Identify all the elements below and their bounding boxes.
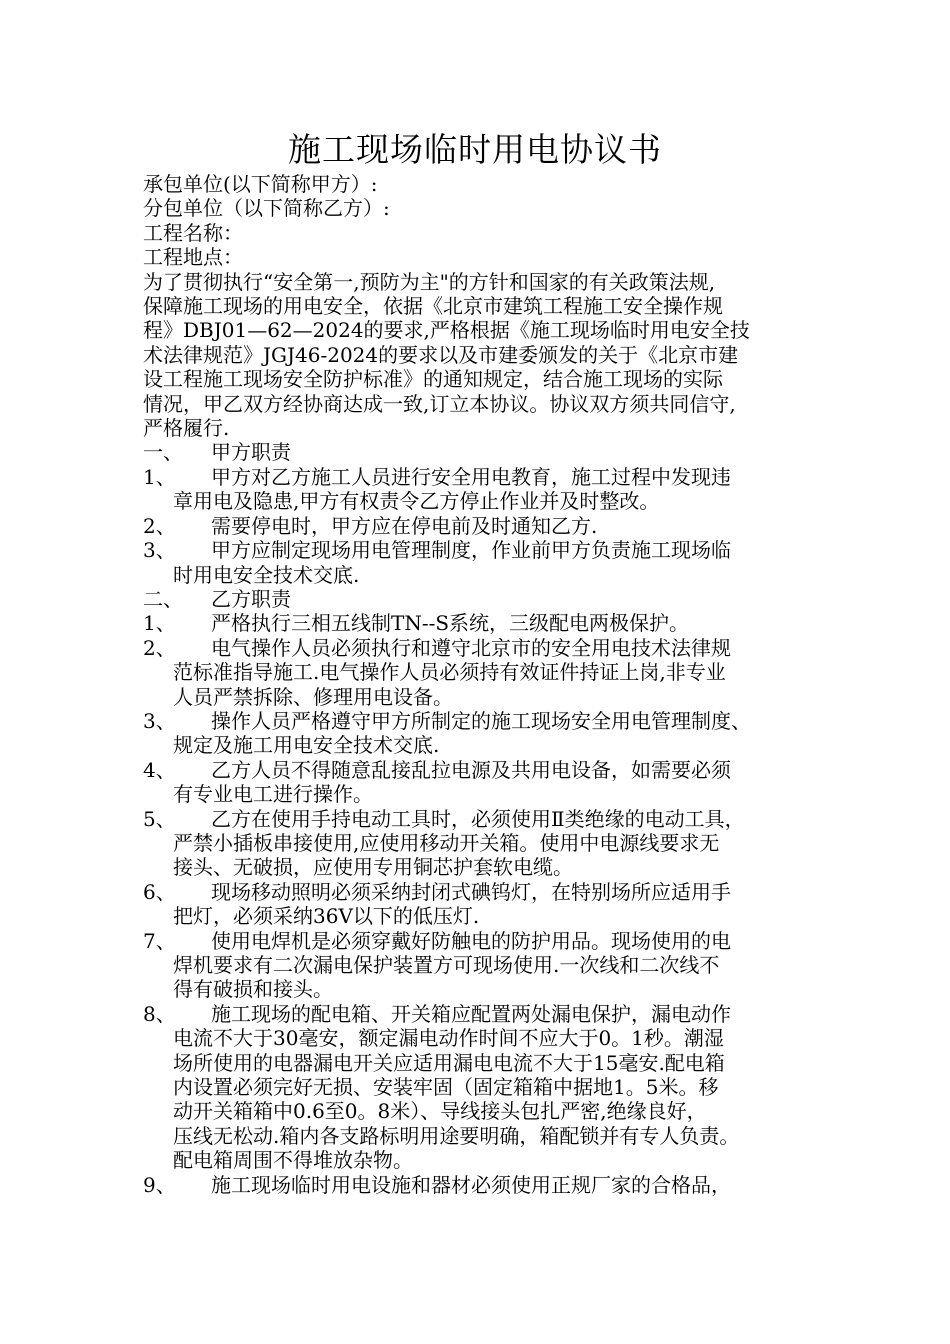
list-item: [143, 880, 828, 929]
header-fields: [143, 172, 828, 270]
item-line: 现场移动照明必须采纳封闭式碘钨灯，在特别场所应适用手: [211, 879, 731, 904]
item-line: 场所使用的电器漏电开关应适用漏电电流不大于15毫安.配电箱: [173, 1050, 725, 1075]
item-line: 接头、无破损，应使用专用铜芯护套软电缆。: [173, 855, 573, 880]
item-number: 7、: [143, 928, 176, 953]
item-line: 配电箱周围不得堆放杂物。: [173, 1148, 413, 1173]
item-line: 使用电焊机是必须穿戴好防触电的防护用品。现场使用的电: [211, 928, 731, 953]
list-item: [143, 538, 828, 587]
item-line: 动开关箱箱中0.6至0。8米）、导线接头包扎严密,绝缘良好，: [173, 1099, 707, 1124]
list-item: [143, 807, 828, 880]
item-number: 1、: [143, 611, 176, 636]
list-item: [143, 758, 828, 807]
item-number: 4、: [143, 757, 176, 782]
item-number: 5、: [143, 806, 176, 831]
section-number: 一、: [143, 440, 183, 465]
list-item: [143, 465, 828, 514]
item-line: 严格执行三相五线制TN--S系统，三级配电两极保护。: [211, 611, 690, 636]
party-b-duties-list: [143, 611, 828, 1197]
item-text: [173, 879, 828, 929]
party-a-duties-list: [143, 465, 828, 587]
intro-paragraph: [143, 270, 828, 441]
section-heading-party-a: [143, 440, 828, 464]
item-line: 压线无松动.箱内各支路标明用途要明确，箱配锁并有专人负责。: [173, 1123, 740, 1148]
subcontractor-field: 分包单位（以下简称乙方）:: [143, 196, 390, 221]
intro-line: 术法律规范》JGJ46-2024的要求以及市建委颁发的关于《北京市建: [143, 342, 739, 367]
item-line: 焊机要求有二次漏电保护装置方可现场使用.一次线和二次线不: [173, 953, 720, 977]
item-line: 施工现场的配电箱、开关箱应配置两处漏电保护，漏电动作: [211, 1001, 731, 1026]
item-line: 施工现场临时用电设施和器材必须使用正规厂家的合格品，: [211, 1172, 731, 1197]
item-text: [173, 464, 828, 514]
item-text: [211, 1173, 828, 1197]
document-body: [143, 172, 828, 1197]
section-title: 乙方职责: [211, 586, 291, 611]
item-line: 人员严禁拆除、修理用电设备。: [173, 684, 453, 709]
item-text: [173, 806, 828, 880]
section-heading-party-b: [143, 587, 828, 611]
item-line: 得有破损和接头。: [173, 977, 333, 1002]
item-text: [173, 1001, 828, 1173]
item-line: 规定及施工用电安全技术交底.: [173, 733, 440, 758]
section-title: 甲方职责: [211, 440, 291, 465]
list-item: [143, 514, 828, 538]
item-text: [173, 635, 828, 709]
item-number: 2、: [143, 513, 176, 538]
section-number: 二、: [143, 586, 183, 611]
item-text: [173, 538, 828, 587]
item-number: 9、: [143, 1172, 176, 1197]
list-item: [143, 1173, 828, 1197]
project-location-field: 工程地点：: [143, 245, 243, 270]
document-title: 施工现场临时用电协议书: [288, 130, 662, 169]
item-line: 内设置必须完好无损、安装牢固（固定箱箱中据地1。5米。移: [173, 1075, 719, 1100]
item-number: 6、: [143, 879, 176, 904]
intro-line: 严格履行.: [143, 416, 230, 441]
item-line: 电流不大于30毫安，额定漏电动作时间不应大于0。1秒。潮湿: [173, 1026, 724, 1051]
item-line: 章用电及隐患,甲方有权责令乙方停止作业并及时整改。: [173, 489, 660, 514]
item-line: 严禁小插板串接使用,应使用移动开关箱。使用中电源线要求无: [173, 830, 720, 855]
item-line: 有专业电工进行操作。: [173, 782, 373, 807]
list-item: [143, 611, 828, 635]
item-line: 操作人员严格遵守甲方所制定的施工现场安全用电管理制度、: [211, 708, 751, 733]
project-name-field: 工程名称：: [143, 220, 243, 245]
intro-line: 情况，甲乙双方经协商达成一致,订立本协议。协议双方须共同信守,: [143, 391, 736, 416]
list-item: [143, 929, 828, 1002]
list-item: [143, 636, 828, 709]
item-text: [211, 514, 828, 538]
item-number: 2、: [143, 635, 176, 660]
item-number: 8、: [143, 1001, 176, 1026]
intro-line: 保障施工现场的用电安全，依据《北京市建筑工程施工安全操作规: [143, 294, 723, 319]
list-item: [143, 1002, 828, 1173]
contractor-field: 承包单位(以下简称甲方）:: [143, 172, 378, 196]
item-line: 把灯，必须采纳36V以下的低压灯.: [173, 904, 480, 929]
item-line: 范标准指导施工.电气操作人员必须持有效证件持证上岗,非专业: [173, 660, 726, 685]
item-text: [211, 611, 828, 635]
item-text: [173, 708, 828, 758]
item-line: 需要停电时，甲方应在停电前及时通知乙方.: [211, 513, 598, 538]
item-number: 3、: [143, 538, 176, 563]
item-number: 3、: [143, 708, 176, 733]
intro-line: 为了贯彻执行“安全第一,预防为主"的方针和国家的有关政策法规,: [143, 269, 716, 294]
intro-line: 程》DBJ01—62—2024的要求,严格根据《施工现场临时用电安全技: [143, 318, 750, 343]
item-line: 乙方在使用手持电动工具时，必须使用Ⅱ类绝缘的电动工具，: [211, 806, 745, 831]
item-text: [173, 757, 828, 807]
item-line: 甲方对乙方施工人员进行安全用电教育，施工过程中发现违: [211, 464, 731, 489]
item-line: 电气操作人员必须执行和遵守北京市的安全用电技术法律规: [211, 635, 731, 660]
list-item: [143, 709, 828, 758]
item-number: 1、: [143, 464, 176, 489]
intro-line: 设工程施工现场安全防护标准》的通知规定，结合施工现场的实际: [143, 367, 723, 392]
item-line: 乙方人员不得随意乱接乱拉电源及共用电设备，如需要必须: [211, 757, 731, 782]
item-text: [173, 928, 828, 1002]
item-line: 时用电安全技术交底.: [173, 562, 360, 587]
item-line: 甲方应制定现场用电管理制度，作业前甲方负责施工现场临: [211, 538, 731, 563]
